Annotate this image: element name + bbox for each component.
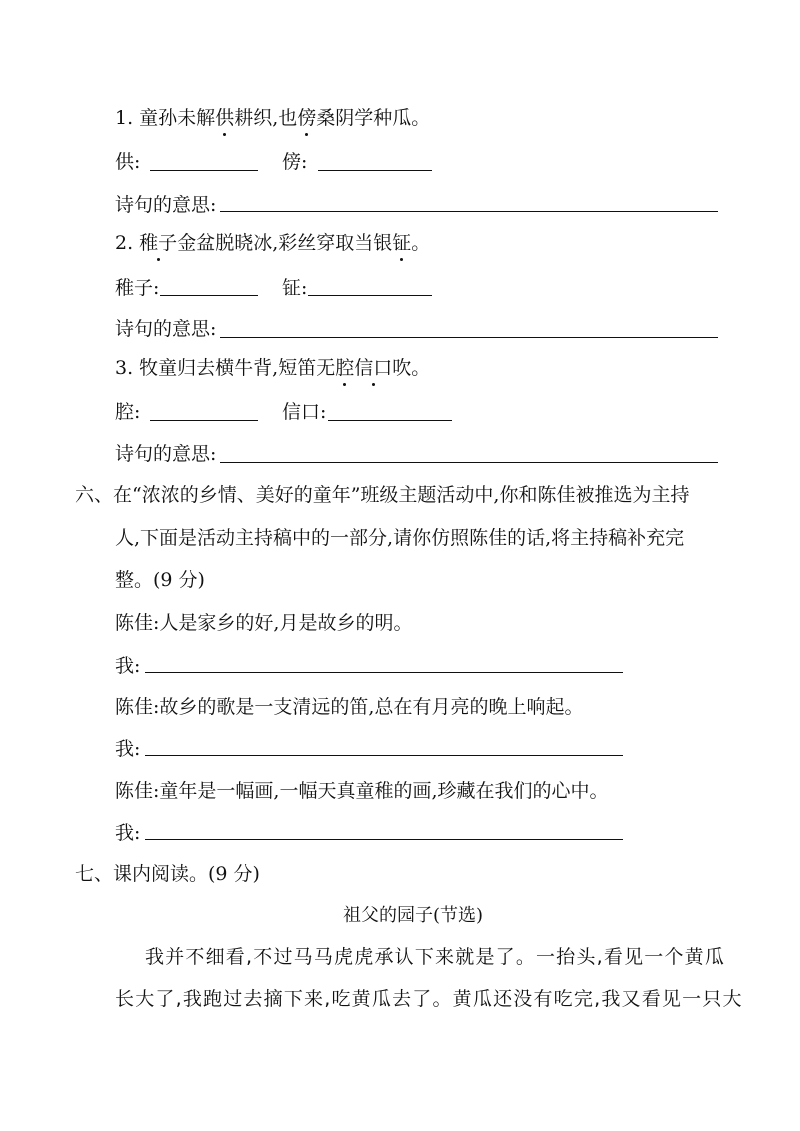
poem-2-dotted-word-1: 稚子 [139,232,178,254]
poem-3-line [115,356,430,380]
poem-2-word-2-label: 钲: [282,277,308,299]
poem-2-word-1-label: 稚子: [115,277,160,299]
poem-1-text-a: 1. 童孙未解 [115,107,216,129]
poem-1-word-1-label: 供: [115,151,141,173]
poem-2-word-2-blank[interactable] [308,295,432,296]
poem-2-dotted-word-2: 钲 [392,232,412,254]
poem-2-text-c: 。 [411,232,431,254]
q6-me-blank-2[interactable] [145,755,623,756]
q6-chen-line-2: 陈佳:故乡的歌是一支清远的笛,总在有月亮的晚上响起。 [115,696,584,718]
q6-me-blank-1[interactable] [145,672,623,673]
q6-me-blank-3[interactable] [145,839,623,840]
poem-1-text-b: 耕织,也 [234,107,298,129]
poem-3-dotted-word-2: 信口 [354,357,393,379]
q7-heading: 七、课内阅读。(9 分) [75,863,260,885]
q6-prompt-line-3: 整。(9 分) [115,569,205,591]
poem-1-meaning-blank[interactable] [220,211,718,212]
q6-me-label-3: 我: [115,822,141,844]
poem-3-text-c: 吹。 [392,357,431,379]
poem-1-dotted-word-1: 供 [215,107,235,129]
poem-1-word-1-blank[interactable] [150,170,258,171]
poem-3-word-2-blank[interactable] [328,420,452,421]
poem-2-meaning-label: 诗句的意思: [115,318,217,340]
q6-chen-line-1: 陈佳:人是家乡的好,月是故乡的明。 [115,612,413,634]
poem-1-line [115,106,430,130]
poem-3-word-2-label: 信口: [282,401,327,423]
poem-3-meaning-label: 诗句的意思: [115,443,217,465]
poem-1-text-c: 桑阴学种瓜。 [316,107,431,129]
poem-1-word-2-label: 傍: [282,151,308,173]
passage-title: 祖父的园子(节选) [343,905,484,926]
poem-3-text-a: 3. 牧童归去横牛背,短笛无 [115,357,336,379]
passage-line-1: 我并不细看,不过马马虎虎承认下来就是了。一抬头,看见一个黄瓜 [145,946,726,968]
poem-1-dotted-word-2: 傍 [297,107,317,129]
poem-1-word-2-blank[interactable] [318,170,432,171]
q6-me-label-2: 我: [115,738,141,760]
q6-chen-line-3: 陈佳:童年是一幅画,一幅天真童稚的画,珍藏在我们的心中。 [115,780,609,802]
passage-line-2: 长大了,我跑过去摘下来,吃黄瓜去了。黄瓜还没有吃完,我又看见一只大 [115,988,743,1010]
q6-prompt-line-2: 人,下面是活动主持稿中的一部分,请你仿照陈佳的话,将主持稿补充完 [115,527,685,549]
poem-2-meaning-blank[interactable] [220,337,718,338]
poem-2-line [115,231,430,255]
q6-prompt-line-1: 六、在“浓浓的乡情、美好的童年”班级主题活动中,你和陈佳被推选为主持 [75,484,690,506]
poem-2-word-1-blank[interactable] [160,295,258,296]
q6-me-label-1: 我: [115,655,141,677]
poem-1-meaning-label: 诗句的意思: [115,194,217,216]
poem-2-text-b: 金盆脱晓冰,彩丝穿取当银 [177,232,393,254]
poem-2-text-a: 2. [115,232,140,254]
poem-3-word-1-label: 腔: [115,401,141,423]
poem-3-dotted-word-1: 腔 [335,357,355,379]
poem-3-word-1-blank[interactable] [150,420,258,421]
poem-3-meaning-blank[interactable] [220,462,718,463]
